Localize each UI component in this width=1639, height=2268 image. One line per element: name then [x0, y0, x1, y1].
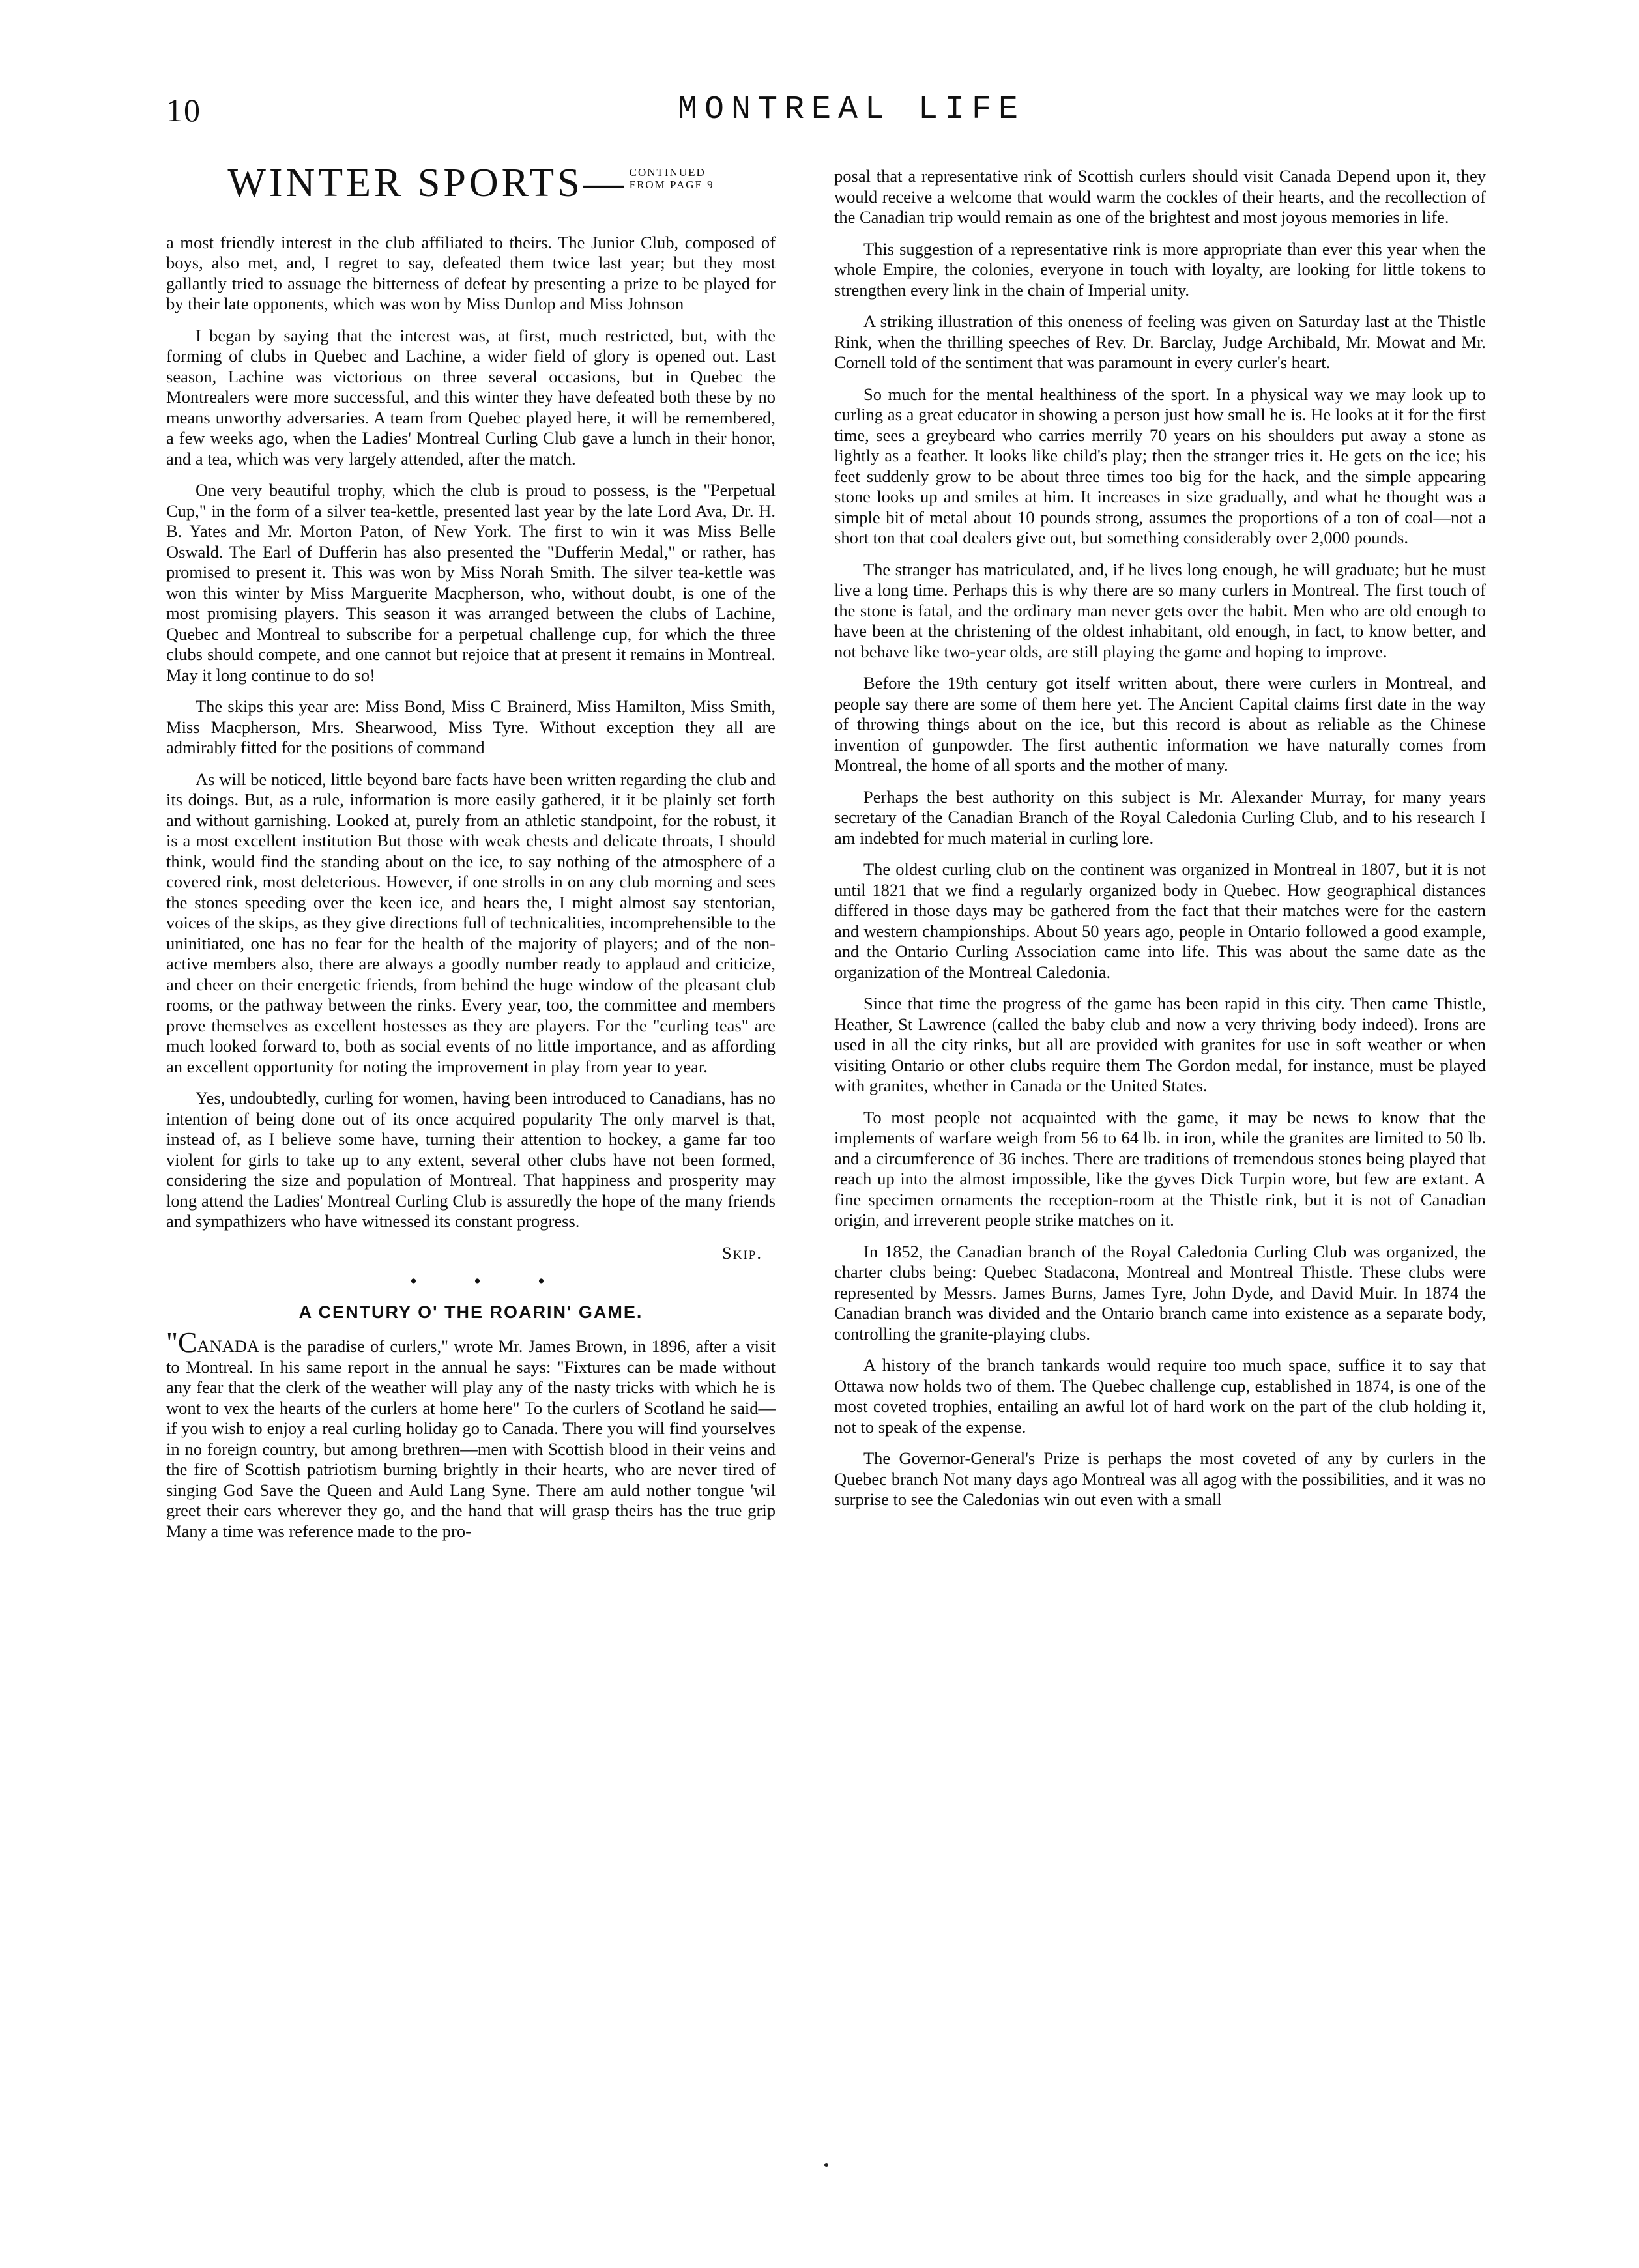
article-title-text: WINTER SPORTS—: [227, 166, 627, 205]
right-column: [834, 166, 1486, 2177]
article-paragraph: a most friendly interest in the club affiliated to theirs. The Junior Club, composed of boys, also met, and, I regret to say, defeated them twice last year; but they most gallantly tried to assuage the bitterness of defeat by presenting a prize to be played for by their late opponents, which was won by Miss Dunlop and Miss Johnson: [166, 232, 776, 313]
author-signature: Skip.: [722, 1242, 762, 1263]
first-paragraph-text: ANADA is the paradise of curlers," wrote Mr. James Brown, in 1896, after a visit to Montreal. In his same report in the annual he says: "Fixtures can be made without any fear that the clerk of the weather will play any of the nasty tricks with which he is wont to vex the hearts of the curlers at home here" To the curlers of Scotland he said—if you wish to enjoy a real curling holiday go to Canada. There you will find yourselves in no foreign country, but among brethren—men with Scottish blood in their veins and the fire of Scottish patriotism burning brightly in their hearts, who are never tired of singing God Save the Queen and Auld Lang Syne. There am auld nother tongue 'wil greet their ears wherever they go, and the hand that will grasp theirs has the true grip Many a time was reference made to the pro-: [166, 1336, 776, 1541]
left-column: [166, 166, 776, 2177]
article-paragraph: Perhaps the best authority on this subject is Mr. Alexander Murray, for many years secretary of the Canadian Branch of the Royal Caledonia Curling Club, and to his research I am indebted for much material in curling lore.: [834, 786, 1486, 848]
article-paragraph: One very beautiful trophy, which the club is proud to possess, is the "Perpetual Cup," in the form of a silver tea-kettle, presented last year by the late Lord Ava, Dr. H. B. Yates and Mr. Morton Paton, of New York. The first to win it was Miss Belle Oswald. The Earl of Dufferin has also presented the "Dufferin Medal," or rather, has promised to present it. This was won by Miss Norah Smith. The silver tea-kettle was won this winter by Miss Marguerite Macpherson, who, without doubt, is one of the most promising players. This season it was arranged between the clubs of Lachine, Quebec and Montreal to subscribe for a perpetual challenge cup, for which the three clubs should compete, and one cannot but rejoice that at present it remains in Montreal. May it long continue to do so!: [166, 480, 776, 685]
article-paragraph: Yes, undoubtedly, curling for women, having been introduced to Canadians, has no intention of being done out of its once acquired popularity The only marvel is that, instead of, as I believe some have, turning their attention to hockey, a game far too violent for girls to take up to any extent, several other clubs have not been formed, considering the size and population of Montreal. That happiness and prosperity may long attend the Ladies' Montreal Curling Club is assuredly the hope of the many friends and sympathizers who have witnessed its constant progress.: [166, 1088, 776, 1231]
article-paragraph: [166, 1327, 776, 1542]
article-paragraph: The oldest curling club on the continent was organized in Montreal in 1807, but it is not until 1821 that we find a regularly organized body in Quebec. How geographical distances differed in those days may be gathered from the fact that their matches were for the eastern and western championships. About 50 years ago, people in Ontario followed a good example, and the Ontario Curling Association came into life. This was about the same date as the organization of the Montreal Caledonia.: [834, 859, 1486, 982]
page-number: 10: [166, 92, 201, 128]
article-paragraph: Since that time the progress of the game has been rapid in this city. Then came Thistle, Heather, St Lawrence (called the baby club and now a very thriving body indeed). Irons are used in all the city rinks, but all are provided with granites for use in soft weather or when visiting Ontario or other clubs require them The Gordon medal, for instance, must be played with granites, whether in Canada or the United States.: [834, 994, 1486, 1095]
article-paragraph: A history of the branch tankards would require too much space, suffice it to say that Ottawa now holds two of them. The Quebec challenge cup, established in 1874, is one of the most coveted trophies, entailing an awful lot of hard work on the part of the club holding it, not to speak of the expense.: [834, 1355, 1486, 1437]
article-paragraph: In 1852, the Canadian branch of the Royal Caledonia Curling Club was organized, the charter clubs being: Quebec Stadacona, Montreal and Montreal Thistle. These clubs were represented by Messrs. James Burns, James Tyre, John Dyde, and David Muir. In 1874 the Canadian branch was divided and the Ontario branch came into existence as a separate body, controlling the granite-playing clubs.: [834, 1241, 1486, 1343]
article-paragraph: The skips this year are: Miss Bond, Miss C Brainerd, Miss Hamilton, Miss Smith, Miss Macpherson, Mrs. Shearwood, Miss Tyre. Without exception they all are admirably fitted for the positions of command: [166, 696, 776, 757]
article-paragraph: The Governor-General's Prize is perhaps the most coveted of any by curlers in the Quebec branch Not many days ago Montreal was all agog with the possibilities, and it was no surprise to see the Caledonias win out even with a small: [834, 1448, 1486, 1509]
page-mark-dot: [824, 2163, 828, 2167]
publication-title: MONTREAL LIFE: [678, 91, 1026, 128]
article-paragraph: So much for the mental healthiness of the sport. In a physical way we may look up to curling as a great educator in showing a person just how small he is. He looks at it for the first time, sees a greybeard who carries merrily 70 years on his shoulders put away a stone as lightly as a feather. It looks like child's play; then the stranger tries it. He gets on the ice; his feet suddenly grow to be about three times too big for the hack, and the simple appearing stone looks up and smiles at him. It increases in size gradually, and what he thought was a simple bit of metal about 10 pounds strong, assumes the proportions of a ton of coal—not a short ton that coal dealers give out, but something considerably over 2,000 pounds.: [834, 384, 1486, 547]
article-title-winter-sports: [166, 166, 776, 205]
article-paragraph: This suggestion of a representative rink is more appropriate than ever this year when the whole Empire, the colonies, everyone in touch with loyalty, are looking for little tokens to strengthen every link in the chain of Imperial unity.: [834, 238, 1486, 300]
continued-line-2: FROM PAGE 9: [629, 179, 714, 191]
article-paragraph: A striking illustration of this oneness of feeling was given on Saturday last at the Thistle Rink, when the thrilling speeches of Rev. Dr. Barclay, Judge Archibald, Mr. Mowat and Mr. Cornell told of the sentiment that was paramount in every curler's heart.: [834, 311, 1486, 372]
article-title-roarin-game: A CENTURY O' THE ROARIN' GAME.: [298, 1302, 643, 1322]
continued-note: [630, 166, 714, 191]
article-paragraph: Before the 19th century got itself written about, there were curlers in Montreal, and people say there are some of them here yet. The Ancient Capital claims first date in the way of throwing things about on the ice, but this record is about as reliable as the Chinese invention of gunpowder. The first authentic information we have naturally comes from Montreal, the home of all sports and the mother of many.: [834, 673, 1486, 775]
article-paragraph: As will be noticed, little beyond bare facts have been written regarding the club and its doings. But, as a rule, information is more easily gathered, it it be plainly set forth and without garnishing. Looked at, purely from an athletic standpoint, for the robust, it is a most excellent institution But those with weak chests and delicate throats, I should think, would find the standing about on the ice, to say nothing of the atmosphere of a covered rink, most deleterious. However, if one strolls in on any club morning and sees the stones speeding over the keen ice, and hears the, I might almost say stentorian, voices of the skips, as they give directions full of technicalities, incomprehensible to the uninitiated, one has no fear for the health of the majority of players; and of the non-active members also, there are always a goodly number ready to applaud and criticize, and cheer on their energetic friends, from behind the huge window of the pleasant club rooms, or the pathway between the rinks. Every year, too, the committee and members prove themselves as excellent hostesses as they are players. For the "curling teas" are much looked forward to, both as social events of no little importance, and as affording an excellent opportunity for noting the improvement in play from year to year.: [166, 769, 776, 1076]
article-paragraph: posal that a representative rink of Scottish curlers should visit Canada Depend upon it, they would receive a welcome that would warm the cockles of their hearts, and the recollection of the Canadian trip would remain as one of the brightest and most joyous memories in life.: [834, 166, 1486, 227]
drop-cap: "C: [166, 1327, 197, 1358]
article-paragraph: To most people not acquainted with the game, it may be news to know that the implements of warfare weigh from 56 to 64 lb. in iron, while the granites are limited to 50 lb. and a circumference of 36 inches. There are traditions of tremendous stones being played that reach up into the almost impossible, like the gyves Dick Turpin wore, but few are extant. A fine specimen ornaments the reception-room at the Thistle rink, but it is not of Canadian origin, and irreverent people strike matches on it.: [834, 1107, 1486, 1229]
article-paragraph: I began by saying that the interest was, at first, much restricted, but, with the forming of clubs in Quebec and Lachine, a wider field of glory is opened out. Last season, Lachine was victorious on three several occasions, but in Quebec the Montrealers were more successful, and this winter they have defeated both these by no means unworthy adversaries. A team from Quebec played here, it will be remembered, a few weeks ago, when the Ladies' Montreal Curling Club gave a lunch in their honor, and a tea, which was very largely attended, after the match.: [166, 325, 776, 468]
continued-line-1: CONTINUED: [629, 166, 706, 179]
section-divider: • • •: [410, 1270, 571, 1292]
article-paragraph: The stranger has matriculated, and, if he lives long enough, he will graduate; but he must live a long time. Perhaps this is why there are so many curlers in Montreal. The first touch of the stone is fatal, and the ordinary man never gets over the habit. Men who are old enough to have been at the christening of the oldest inhabitant, old enough, in fact, to know better, and not behave like two-year olds, are still playing the game and hoping to improve.: [834, 559, 1486, 661]
